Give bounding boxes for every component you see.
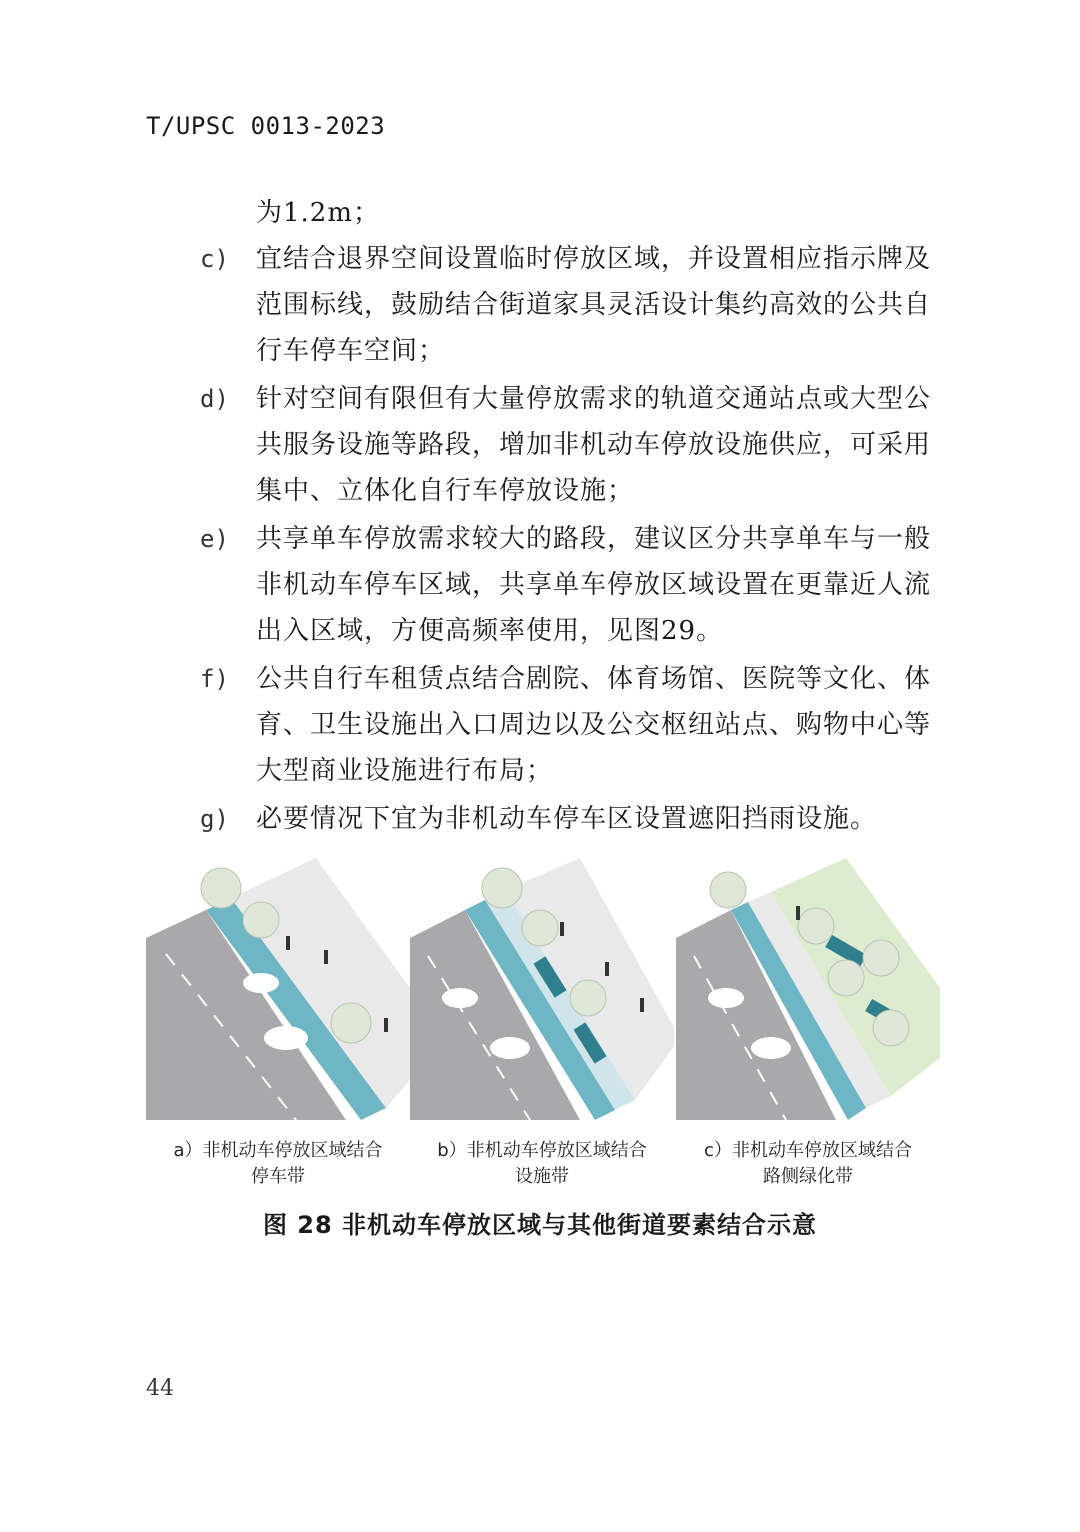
- tree-icon: [522, 910, 558, 946]
- tree-icon: [482, 868, 522, 908]
- subcaption-a-line2: 停车带: [251, 1166, 305, 1187]
- tree-icon: [201, 868, 241, 908]
- list-marker-d: d): [200, 385, 229, 413]
- tree-icon: [710, 872, 746, 908]
- pedestrian-icon: [605, 962, 609, 976]
- tree-icon: [873, 1010, 909, 1046]
- tree-icon: [331, 1003, 371, 1043]
- pedestrian-icon: [286, 936, 290, 950]
- text-line: 公共自行车租赁点结合剧院、体育场馆、医院等文化、体: [256, 664, 932, 694]
- text-line: 为1.2m；: [256, 198, 381, 228]
- car: [243, 973, 279, 993]
- tree-icon: [243, 902, 279, 938]
- tree-icon: [828, 960, 864, 996]
- subcaption-b-line1: b）非机动车停放区域结合: [437, 1140, 647, 1161]
- list-marker-e: e): [200, 525, 229, 553]
- pedestrian-icon: [324, 950, 328, 964]
- subcaption-b-line2: 设施带: [515, 1166, 569, 1187]
- text-line: 大型商业设施进行布局；: [256, 756, 554, 786]
- text-line: 宜结合退界空间设置临时停放区域，并设置相应指示牌及: [256, 244, 932, 274]
- pedestrian-icon: [560, 922, 564, 936]
- car: [490, 1037, 530, 1059]
- text-line: 集中、立体化自行车停放设施；: [256, 476, 635, 506]
- illustration-facility-belt: [410, 858, 674, 1120]
- pedestrian-icon: [640, 998, 644, 1012]
- text-line: 非机动车停车区域，共享单车停放区域设置在更靠近人流: [256, 570, 932, 600]
- subcaption-c: [676, 1138, 940, 1190]
- text-line: 范围标线，鼓励结合街道家具灵活设计集约高效的公共自: [256, 290, 932, 320]
- text-line: 育、卫生设施出入口周边以及公交枢纽站点、购物中心等: [256, 710, 932, 740]
- tree-icon: [798, 908, 834, 944]
- car: [708, 988, 744, 1008]
- car: [264, 1026, 308, 1050]
- subcaption-c-line2: 路侧绿化带: [763, 1166, 853, 1187]
- car: [442, 988, 478, 1008]
- page-number: 44: [146, 1376, 174, 1401]
- illustration-parking-strip: [146, 858, 410, 1120]
- list-marker-f: f): [200, 665, 229, 693]
- list-marker-c: c): [200, 245, 229, 273]
- text-line: 共享单车停放需求较大的路段，建议区分共享单车与一般: [256, 524, 932, 554]
- illustration-green-belt: [676, 858, 940, 1120]
- list-marker-g: g): [200, 805, 229, 833]
- car: [751, 1037, 791, 1059]
- subcaption-b: [410, 1138, 674, 1190]
- text-line: 共服务设施等路段，增加非机动车停放设施供应，可采用: [256, 430, 932, 460]
- tree-icon: [570, 980, 606, 1016]
- tree-icon: [863, 940, 899, 976]
- figure-28-illustrations: [146, 858, 940, 1120]
- figure-caption: 图 28 非机动车停放区域与其他街道要素结合示意: [262, 1211, 818, 1239]
- subcaption-c-line1: c）非机动车停放区域结合: [704, 1140, 912, 1161]
- text-line: 行车停车空间；: [256, 336, 446, 366]
- text-line: 必要情况下宜为非机动车停车区设置遮阳挡雨设施。: [256, 804, 878, 834]
- text-line: 出入区域，方便高频率使用，见图29。: [256, 616, 724, 646]
- subcaption-a: [146, 1138, 410, 1190]
- pedestrian-icon: [796, 906, 800, 920]
- document-code-header: T/UPSC 0013-2023: [146, 112, 386, 140]
- subcaption-a-line1: a）非机动车停放区域结合: [173, 1140, 383, 1161]
- text-line: 针对空间有限但有大量停放需求的轨道交通站点或大型公: [256, 384, 932, 414]
- pedestrian-icon: [384, 1018, 388, 1032]
